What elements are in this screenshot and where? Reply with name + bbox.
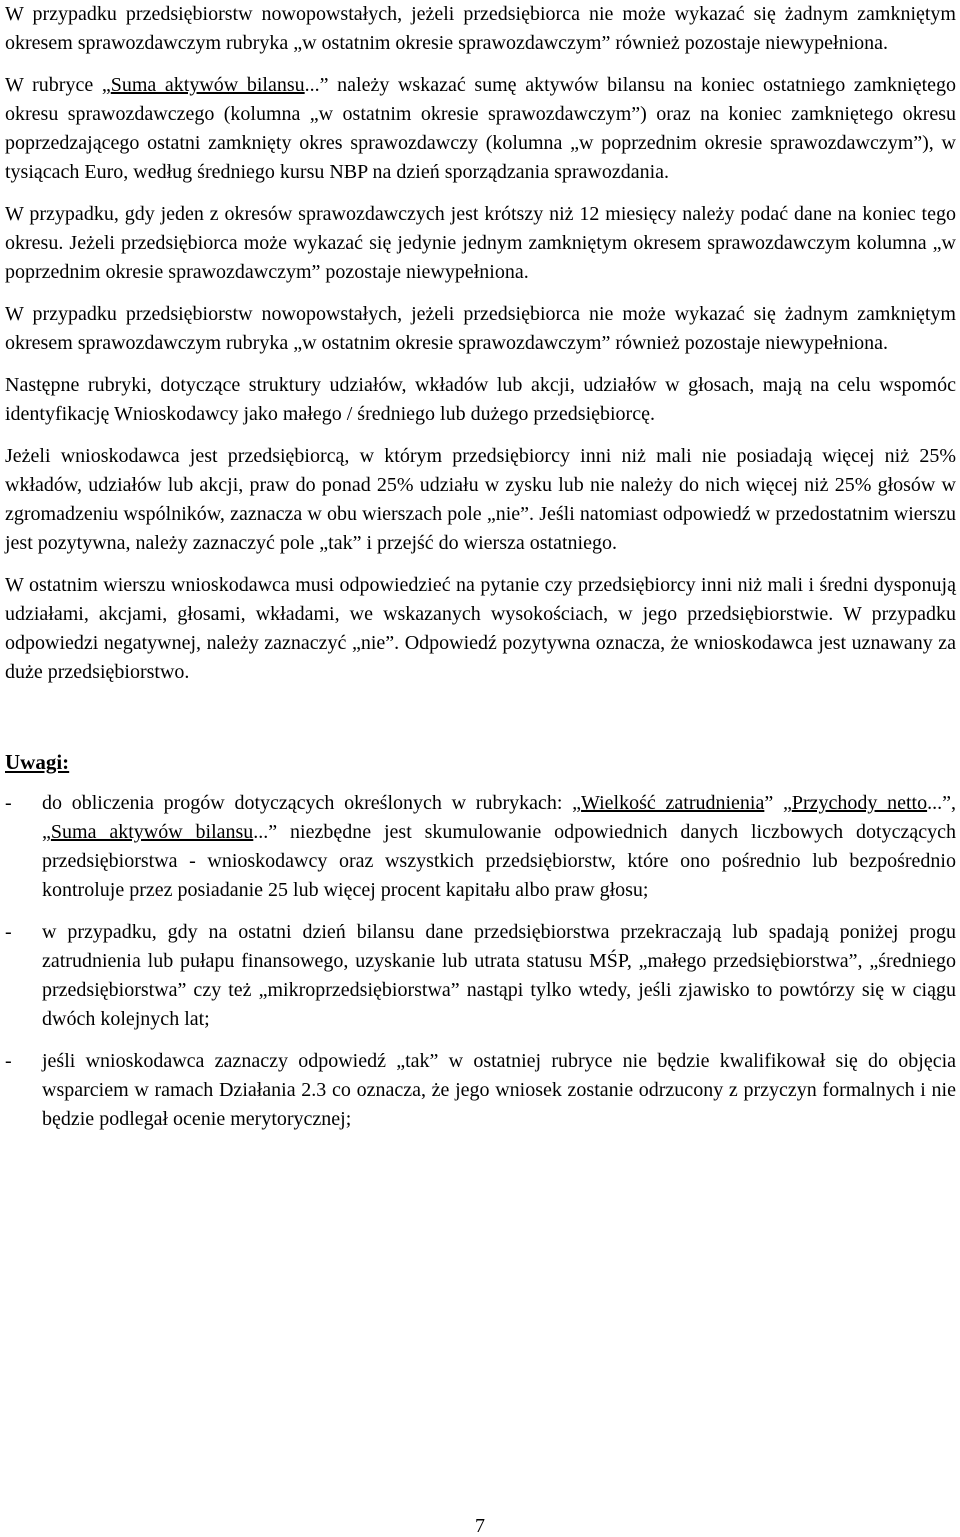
paragraph-new-enterprises: W przypadku przedsiębiorstw nowopowstałych, jeżeli przedsiębiorca nie może wykazać się żadnym zamkniętym okresem sprawozdawczym rubryka „w ostatnim okresie sprawozdawczym” również pozostaje niewypełniona. bbox=[5, 3, 956, 54]
notes-item-thresholds-prefix: do obliczenia progów dotyczących określonych w rubrykach: „ bbox=[42, 792, 582, 814]
document-page bbox=[5, 0, 956, 1134]
notes-item-thresholds-sep2: ...”, „ bbox=[42, 792, 956, 843]
notes-item-disqualification bbox=[5, 1047, 956, 1134]
notes-item-status-change bbox=[5, 918, 956, 1034]
paragraph-short-period: W przypadku, gdy jeden z okresów sprawozdawczych jest krótszy niż 12 miesięcy należy podać dane na koniec tego okresu. Jeżeli przedsiębiorca może wykazać się jedynie jednym zamkniętym okresem sprawozdawczym kolumna „w poprzednim okresie sprawozdawczym” pozostaje niewypełniona. bbox=[5, 203, 956, 283]
field-reference-balance-total: Suma aktywów bilansu bbox=[50, 821, 254, 843]
notes-item-thresholds bbox=[5, 789, 956, 905]
notes-item-thresholds-rest: ...” niezbędne jest skumulowanie odpowiednich danych liczbowych dotyczących przedsiębiorstwa - wnioskodawcy oraz wszystkich przedsiębiorstw, które ono pośrednio lub bezpośrednio kontroluje przez posiadanie 25 lub więcej procent kapitału albo praw głosu; bbox=[42, 821, 956, 901]
notes-heading: Uwagi: bbox=[5, 750, 70, 774]
field-reference-employment: Wielkość zatrudnienia bbox=[581, 792, 765, 814]
field-reference-balance-total: Suma aktywów bilansu bbox=[110, 74, 305, 96]
list-dash: - bbox=[5, 1050, 12, 1072]
notes-item-status-change-text: w przypadku, gdy na ostatni dzień bilansu dane przedsiębiorstwa przekraczają lub spadają poniżej progu zatrudnienia lub pułapu finansowego, uzyskanie lub utrata statusu MŚP, „małego przedsiębiorstwa”, „średniego przedsiębiorstwa” czy też „mikroprzedsiębiorstwa” nastąpi tylko wtedy, jeśli zjawisko to powtórzy się w ciągu dwóch kolejnych lat; bbox=[42, 921, 956, 1030]
notes-item-disqualification-text: jeśli wnioskodawca zaznaczy odpowiedź „tak” w ostatniej rubryce nie będzie kwalifikował się do objęcia wsparciem w ramach Działania 2.3 co oznacza, że jego wniosek zostanie odrzucony z przyczyn formalnych i nie będzie podlegał ocenie merytorycznej; bbox=[42, 1050, 956, 1130]
paragraph-applicant-ownership: Jeżeli wnioskodawca jest przedsiębiorcą, w którym przedsiębiorcy inni niż mali nie posiadają więcej niż 25% wkładów, udziałów lub akcji, praw do ponad 25% udziału w zysku lub nie należy do nich więcej niż 25% głosów w zgromadzeniu wspólników, zaznacza w obu wierszach pole „nie”. Jeśli natomiast odpowiedź w przedostatnim wierszu jest pozytywna, należy zaznaczyć pole „tak” i przejść do wiersza ostatniego. bbox=[5, 445, 956, 554]
notes-item-thresholds-sep1: ” „ bbox=[764, 792, 792, 814]
paragraph-new-enterprises-repeat: W przypadku przedsiębiorstw nowopowstałych, jeżeli przedsiębiorca nie może wykazać się żadnym zamkniętym okresem sprawozdawczym rubryka „w ostatnim okresie sprawozdawczym” również pozostaje niewypełniona. bbox=[5, 303, 956, 354]
paragraph-balance-total-prefix: W rubryce „ bbox=[5, 74, 111, 96]
field-reference-net-revenue: Przychody netto bbox=[791, 792, 928, 814]
list-dash: - bbox=[5, 921, 12, 943]
page-number: 7 bbox=[475, 1515, 485, 1537]
paragraph-last-row: W ostatnim wierszu wnioskodawca musi odpowiedzieć na pytanie czy przedsiębiorcy inni niż mali i średni dysponują udziałami, akcjami, głosami, wkładami, we wskazanych wysokościach, w jego przedsiębiorstwie. W przypadku odpowiedzi negatywnej, należy zaznaczyć „nie”. Odpowiedź pozytywna oznacza, że wnioskodawca jest uznawany za duże przedsiębiorstwo. bbox=[5, 574, 956, 683]
paragraph-balance-total bbox=[5, 71, 956, 187]
paragraph-balance-total-rest: ...” należy wskazać sumę aktywów bilansu na koniec ostatniego zamkniętego okresu sprawozdawczego (kolumna „w ostatnim okresie sprawozdawczym”) oraz na koniec zamkniętego okresu poprzedzającego ostatni zamknięty okres sprawozdawczy (kolumna „w poprzednim okresie sprawozdawczym”), w tysiącach Euro, według średniego kursu NBP na dzień sporządzania sprawozdania. bbox=[5, 74, 957, 183]
paragraph-ownership-structure: Następne rubryki, dotyczące struktury udziałów, wkładów lub akcji, udziałów w głosach, mają na celu wspomóc identyfikację Wnioskodawcy jako małego / średniego lub dużego przedsiębiorcę. bbox=[5, 374, 956, 425]
list-dash: - bbox=[5, 792, 12, 814]
